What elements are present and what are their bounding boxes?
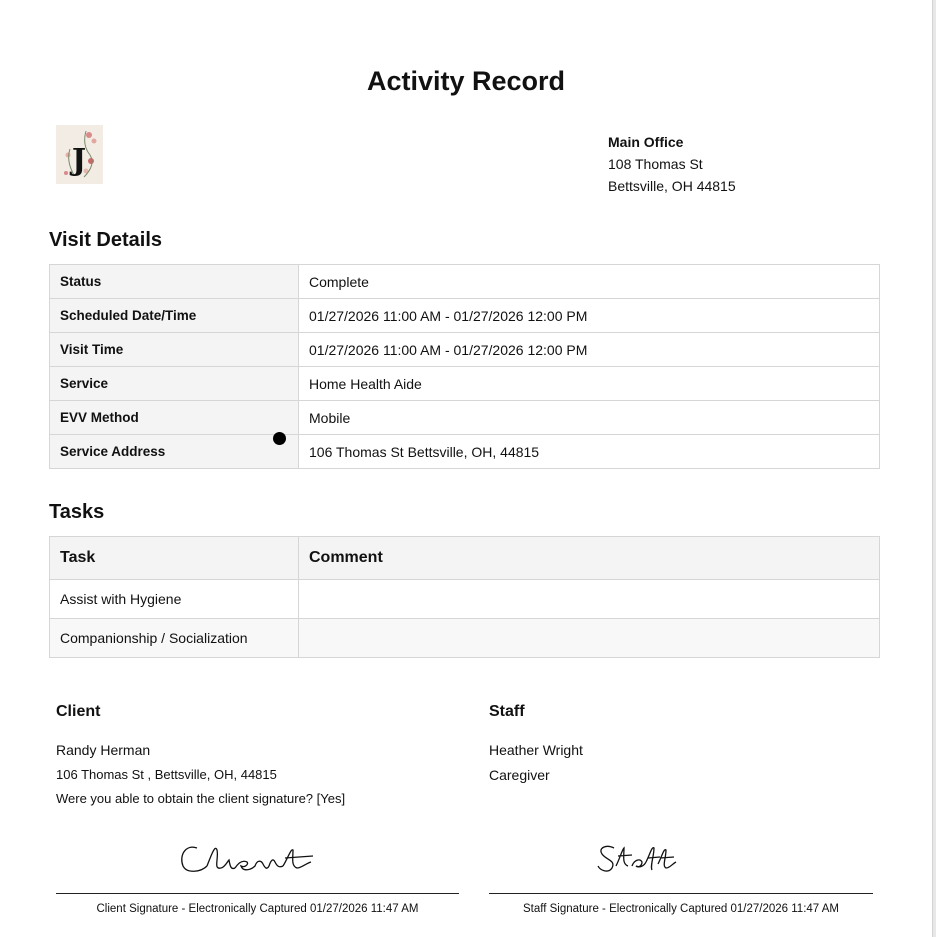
row-label: Service: [50, 367, 299, 401]
staff-heading: Staff: [489, 703, 525, 720]
row-label: EVV Method: [50, 401, 299, 435]
row-value: 01/27/2026 11:00 AM - 01/27/2026 12:00 PM: [299, 333, 880, 367]
client-signature-question: Were you able to obtain the client signature? [Yes]: [56, 791, 346, 806]
row-value: 106 Thomas St Bettsville, OH, 44815: [299, 435, 880, 469]
row-label: Visit Time: [50, 333, 299, 367]
visit-details-table: [49, 264, 880, 469]
visit-details-heading: Visit Details: [49, 229, 163, 251]
task-comment: [299, 619, 880, 658]
row-value: Home Health Aide: [299, 367, 880, 401]
client-name: Randy Herman: [56, 742, 151, 758]
staff-role: Caregiver: [489, 767, 550, 783]
column-header-task: Task: [50, 537, 299, 580]
staff-signature-caption: Staff Signature - Electronically Captured 01/27/2026 11:47 AM: [522, 903, 840, 915]
page-title: Activity Record: [366, 66, 566, 96]
task-name: Assist with Hygiene: [50, 580, 299, 619]
logo-letter: J: [71, 143, 87, 178]
tasks-heading: Tasks: [49, 501, 105, 523]
row-value: Complete: [299, 265, 880, 299]
page-edge-scrollbar[interactable]: [932, 0, 936, 937]
table-row: [50, 619, 880, 658]
row-label: Status: [50, 265, 299, 299]
client-heading: Client: [56, 703, 101, 720]
row-label: Scheduled Date/Time: [50, 299, 299, 333]
table-row: [50, 265, 880, 299]
client-signature-caption: Client Signature - Electronically Captured 01/27/2026 11:47 AM: [96, 903, 419, 915]
office-name: Main Office: [608, 134, 684, 150]
monogram-j-floral-logo: [56, 125, 103, 184]
staff-signature-image: [592, 838, 687, 878]
client-address: 106 Thomas St , Bettsville, OH, 44815: [56, 767, 277, 782]
row-value: 01/27/2026 11:00 AM - 01/27/2026 12:00 PM: [299, 299, 880, 333]
staff-signature-line: [489, 893, 873, 894]
task-comment: [299, 580, 880, 619]
table-row: [50, 435, 880, 469]
table-row: [50, 333, 880, 367]
office-street: 108 Thomas St: [608, 156, 703, 172]
table-row: [50, 401, 880, 435]
table-row: [50, 580, 880, 619]
table-row: [50, 299, 880, 333]
row-label: Service Address: [50, 435, 299, 469]
office-city: Bettsville, OH 44815: [608, 178, 736, 194]
task-name: Companionship / Socialization: [50, 619, 299, 658]
table-row: [50, 367, 880, 401]
office-address-block: [608, 131, 736, 197]
client-signature-line: [56, 893, 459, 894]
client-signature-image: [175, 836, 320, 882]
staff-name: Heather Wright: [489, 742, 583, 758]
row-value: Mobile: [299, 401, 880, 435]
tasks-table: [49, 536, 880, 658]
column-header-comment: Comment: [299, 537, 880, 580]
table-header-row: [50, 537, 880, 580]
cursor-dot: [273, 432, 286, 445]
